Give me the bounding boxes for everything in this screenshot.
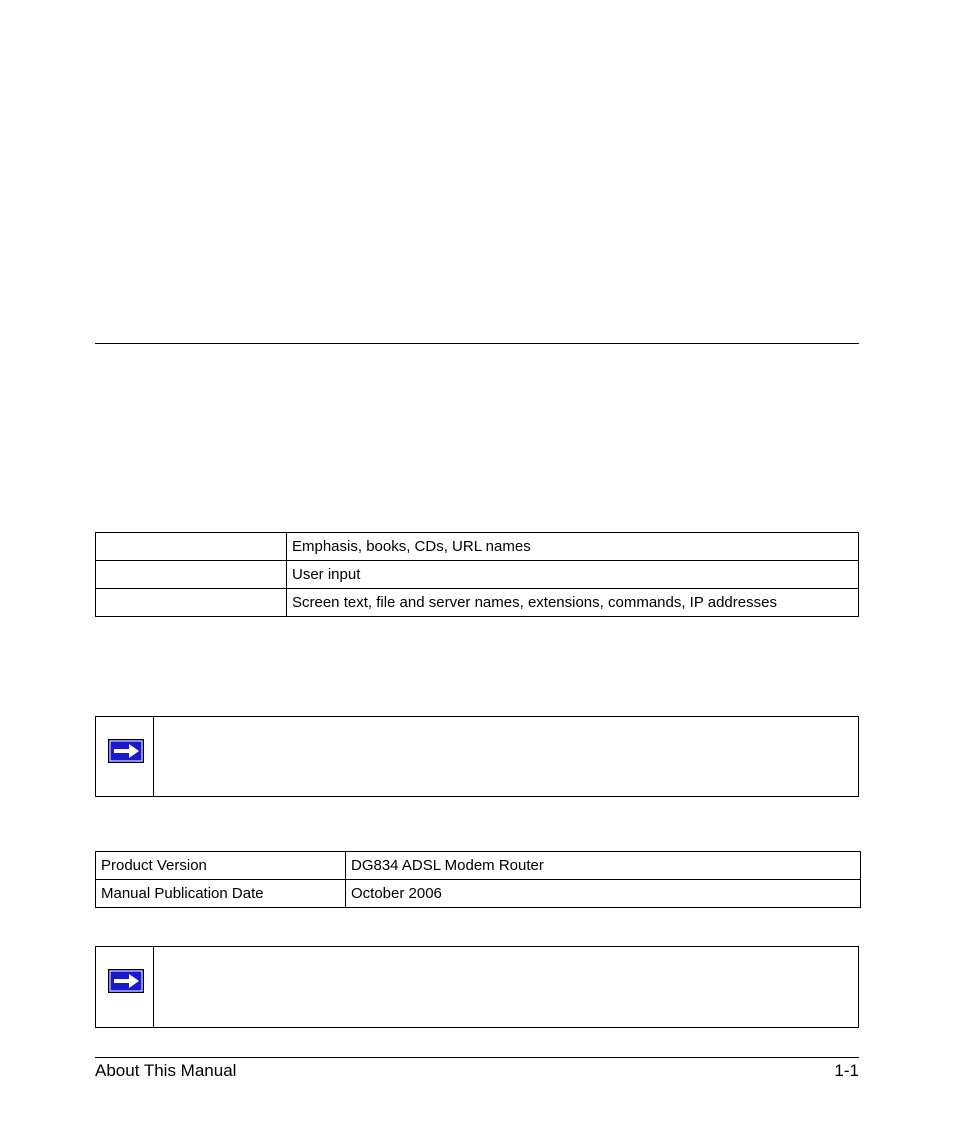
footer-page-number: 1-1 (834, 1061, 859, 1080)
header-rule (95, 343, 859, 344)
note-icon-cell (96, 717, 154, 796)
note-box (95, 946, 859, 1028)
scope-label-cell: Product Version (96, 852, 346, 880)
description-cell: Emphasis, books, CDs, URL names (287, 533, 859, 561)
scope-value-cell: DG834 ADSL Modem Router (346, 852, 861, 880)
note-icon-cell (96, 947, 154, 1027)
table-row (96, 561, 859, 589)
style-cell (96, 589, 287, 617)
typography-conventions-table (95, 532, 859, 617)
table-row (96, 589, 859, 617)
table-row (96, 880, 861, 908)
description-cell: Screen text, file and server names, extensions, commands, IP addresses (287, 589, 859, 617)
table-row (96, 533, 859, 561)
scope-label-cell: Manual Publication Date (96, 880, 346, 908)
table-row (96, 852, 861, 880)
arrow-right-icon (108, 969, 144, 993)
style-cell (96, 533, 287, 561)
manual-scope-table (95, 851, 861, 908)
description-cell: User input (287, 561, 859, 589)
note-box (95, 716, 859, 797)
style-cell (96, 561, 287, 589)
scope-value-cell: October 2006 (346, 880, 861, 908)
footer-section-title: About This Manual (95, 1061, 237, 1080)
arrow-right-icon (108, 739, 144, 763)
footer-rule (95, 1057, 859, 1058)
